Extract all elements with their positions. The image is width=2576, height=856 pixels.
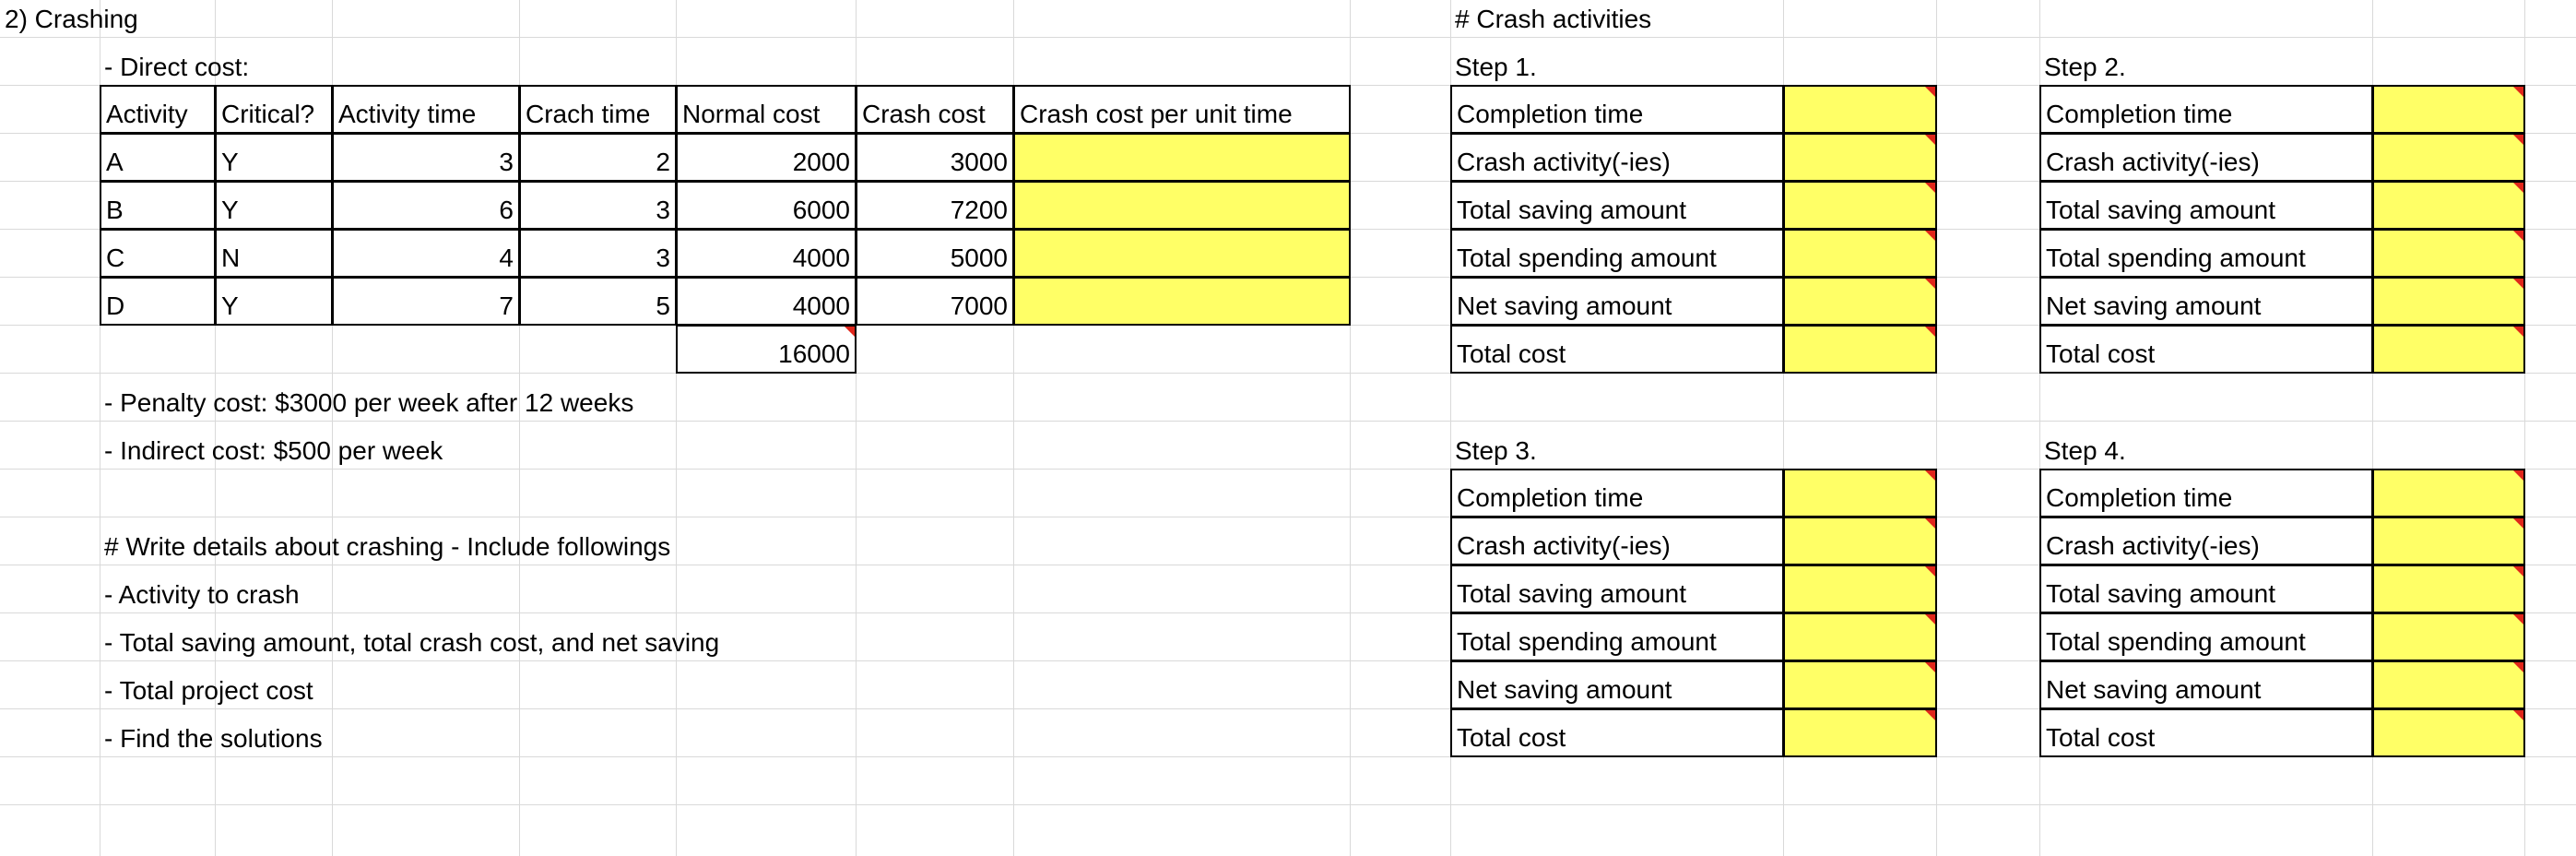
- step-3-label[interactable]: [1450, 565, 1784, 613]
- cell-text: Step 2.: [2044, 53, 2126, 81]
- cell-text: Normal cost: [682, 100, 821, 128]
- comment-indicator-icon: [2513, 135, 2523, 145]
- gridline-horizontal: [0, 804, 2576, 805]
- table-cell[interactable]: [676, 277, 857, 326]
- cell-text: - Find the solutions: [104, 724, 323, 753]
- cell-text: Activity time: [338, 100, 477, 128]
- step-1-label[interactable]: [1450, 277, 1784, 326]
- cell-text: Crash activity(-ies): [2046, 531, 2260, 560]
- step-2-label[interactable]: [2039, 133, 2373, 182]
- table-cell[interactable]: [519, 229, 677, 278]
- cell-text: Total saving amount: [2046, 579, 2276, 608]
- step-1-value-input[interactable]: [1783, 325, 1937, 374]
- cell-text: Critical?: [221, 100, 315, 128]
- table-cell[interactable]: [332, 277, 520, 326]
- step-2-label[interactable]: [2039, 229, 2373, 278]
- penalty-cost-note[interactable]: [100, 373, 856, 421]
- step-1-label[interactable]: [1450, 325, 1784, 374]
- step-1-value-input[interactable]: [1783, 133, 1937, 182]
- cell-text: Activity: [106, 100, 188, 128]
- comment-indicator-icon: [845, 327, 855, 337]
- cell-text: Crash activity(-ies): [2046, 148, 2260, 176]
- cell-text: N: [221, 244, 241, 272]
- step-2-value-input[interactable]: [2372, 229, 2525, 278]
- normal-cost-total[interactable]: [676, 325, 857, 374]
- cell-text: - Activity to crash: [104, 580, 300, 609]
- cell-text: 16000: [778, 339, 850, 368]
- cell-text: Total saving amount: [2046, 196, 2276, 224]
- step-1-label[interactable]: [1450, 85, 1784, 134]
- indirect-cost-note[interactable]: [100, 421, 856, 469]
- table-cell[interactable]: [519, 133, 677, 182]
- cell-text: Total cost: [2046, 339, 2156, 368]
- comment-indicator-icon: [2513, 710, 2523, 720]
- table-cell[interactable]: [332, 229, 520, 278]
- write-details-item[interactable]: [100, 708, 856, 756]
- table-cell[interactable]: [676, 181, 857, 230]
- write-details-item[interactable]: [100, 612, 856, 660]
- table-cell[interactable]: [519, 181, 677, 230]
- cell-text: Net saving amount: [2046, 675, 2262, 704]
- comment-indicator-icon: [1925, 710, 1935, 720]
- step-4-value-input[interactable]: [2372, 517, 2525, 565]
- cell-text: 6: [499, 196, 514, 224]
- table-cell[interactable]: [676, 133, 857, 182]
- write-details-item[interactable]: [100, 565, 856, 612]
- crash-cost-per-unit-input[interactable]: [1013, 181, 1351, 230]
- table-cell[interactable]: [856, 229, 1014, 278]
- comment-indicator-icon: [1925, 518, 1935, 529]
- step-4-value-input[interactable]: [2372, 565, 2525, 613]
- step-3-label[interactable]: [1450, 612, 1784, 661]
- table-cell[interactable]: [100, 277, 216, 326]
- cell-text: Completion time: [2046, 100, 2233, 128]
- header-activity-time[interactable]: [332, 85, 520, 134]
- step-2-value-input[interactable]: [2372, 133, 2525, 182]
- step-2-label[interactable]: [2039, 85, 2373, 134]
- table-cell[interactable]: [519, 277, 677, 326]
- header-normal-cost[interactable]: [676, 85, 857, 134]
- step-2-label[interactable]: [2039, 277, 2373, 326]
- step-2-title[interactable]: [2039, 37, 2372, 85]
- cell-text: Total spending amount: [1457, 627, 1717, 656]
- cell-text: 3000: [950, 148, 1008, 176]
- cell-text: Completion time: [2046, 483, 2233, 512]
- step-2-label[interactable]: [2039, 181, 2373, 230]
- cell-text: 5000: [950, 244, 1008, 272]
- table-cell[interactable]: [215, 181, 333, 230]
- comment-indicator-icon: [2513, 183, 2523, 193]
- cell-text: 3: [656, 244, 670, 272]
- step-2-value-input[interactable]: [2372, 181, 2525, 230]
- comment-indicator-icon: [1925, 183, 1935, 193]
- comment-indicator-icon: [1925, 470, 1935, 481]
- cell-text: 3: [499, 148, 514, 176]
- cell-text: 2: [656, 148, 670, 176]
- step-4-value-input[interactable]: [2372, 708, 2525, 757]
- table-cell[interactable]: [100, 181, 216, 230]
- step-2-value-input[interactable]: [2372, 277, 2525, 326]
- step-3-label[interactable]: [1450, 517, 1784, 565]
- cell-text: Step 1.: [1455, 53, 1537, 81]
- table-cell[interactable]: [856, 181, 1014, 230]
- cell-text: Crash activity(-ies): [1457, 148, 1671, 176]
- step-4-label[interactable]: [2039, 565, 2373, 613]
- cell-text: Y: [221, 148, 239, 176]
- cell-text: Net saving amount: [2046, 291, 2262, 320]
- step-1-label[interactable]: [1450, 181, 1784, 230]
- cell-text: Y: [221, 291, 239, 320]
- step-2-value-input[interactable]: [2372, 85, 2525, 134]
- cell-text: - Total project cost: [104, 676, 313, 705]
- comment-indicator-icon: [2513, 614, 2523, 624]
- comment-indicator-icon: [2513, 327, 2523, 337]
- cell-text: - Penalty cost: $3000 per week after 12 weeks: [104, 388, 634, 417]
- cell-text: 7200: [950, 196, 1008, 224]
- cell-text: Total saving amount: [1457, 579, 1687, 608]
- cell-text: 4000: [792, 291, 850, 320]
- step-2-value-input[interactable]: [2372, 325, 2525, 374]
- cell-text: Completion time: [1457, 100, 1644, 128]
- cell-text: C: [106, 244, 125, 272]
- header-crash-cost[interactable]: [856, 85, 1014, 134]
- table-cell[interactable]: [856, 277, 1014, 326]
- table-cell[interactable]: [215, 277, 333, 326]
- step-1-value-input[interactable]: [1783, 277, 1937, 326]
- step-1-title[interactable]: [1450, 37, 1783, 85]
- crash-cost-per-unit-input[interactable]: [1013, 229, 1351, 278]
- cell-text: Step 3.: [1455, 436, 1537, 465]
- step-3-value-input[interactable]: [1783, 565, 1937, 613]
- header-activity[interactable]: [100, 85, 216, 134]
- step-3-value-input[interactable]: [1783, 708, 1937, 757]
- cell-text: Crach time: [526, 100, 651, 128]
- cell-text: Total cost: [1457, 339, 1566, 368]
- cell-text: # Crash activities: [1455, 5, 1652, 33]
- cell-text: B: [106, 196, 124, 224]
- step-1-label[interactable]: [1450, 229, 1784, 278]
- step-4-value-input[interactable]: [2372, 612, 2525, 661]
- step-4-label[interactable]: [2039, 708, 2373, 757]
- comment-indicator-icon: [1925, 614, 1935, 624]
- step-4-label[interactable]: [2039, 612, 2373, 661]
- cell-text: Total spending amount: [2046, 627, 2306, 656]
- cell-text: # Write details about crashing - Include followings: [104, 532, 671, 561]
- table-cell[interactable]: [332, 133, 520, 182]
- cell-text: 7: [499, 291, 514, 320]
- cell-text: Step 4.: [2044, 436, 2126, 465]
- cell-text: Net saving amount: [1457, 291, 1672, 320]
- header-crash-cost-per-unit-time[interactable]: [1013, 85, 1351, 134]
- step-3-value-input[interactable]: [1783, 469, 1937, 517]
- table-cell[interactable]: [100, 133, 216, 182]
- header-crach-time[interactable]: [519, 85, 677, 134]
- cell-text: 3: [656, 196, 670, 224]
- cell-text: D: [106, 291, 125, 320]
- cell-text: Total cost: [1457, 723, 1566, 752]
- write-details-item[interactable]: [100, 660, 856, 708]
- table-cell[interactable]: [332, 181, 520, 230]
- crash-cost-per-unit-input[interactable]: [1013, 277, 1351, 326]
- cell-text: Crash activity(-ies): [1457, 531, 1671, 560]
- comment-indicator-icon: [2513, 518, 2523, 529]
- table-cell[interactable]: [856, 133, 1014, 182]
- sheet-title[interactable]: [0, 0, 215, 37]
- cell-text: Crash cost: [862, 100, 986, 128]
- step-4-value-input[interactable]: [2372, 660, 2525, 709]
- step-3-value-input[interactable]: [1783, 612, 1937, 661]
- step-3-value-input[interactable]: [1783, 517, 1937, 565]
- step-3-label[interactable]: [1450, 708, 1784, 757]
- cell-text: 5: [656, 291, 670, 320]
- header-critical[interactable]: [215, 85, 333, 134]
- cell-text: - Direct cost:: [104, 53, 250, 81]
- comment-indicator-icon: [2513, 470, 2523, 481]
- step-4-label[interactable]: [2039, 469, 2373, 517]
- table-cell[interactable]: [100, 229, 216, 278]
- cell-text: Total spending amount: [2046, 244, 2306, 272]
- step-2-label[interactable]: [2039, 325, 2373, 374]
- comment-indicator-icon: [1925, 566, 1935, 577]
- step-3-label[interactable]: [1450, 660, 1784, 709]
- cell-text: 2000: [792, 148, 850, 176]
- direct-cost-label[interactable]: [100, 37, 519, 85]
- comment-indicator-icon: [1925, 279, 1935, 289]
- comment-indicator-icon: [1925, 231, 1935, 241]
- step-1-value-input[interactable]: [1783, 85, 1937, 134]
- cell-text: - Indirect cost: $500 per week: [104, 436, 443, 465]
- cell-text: A: [106, 148, 124, 176]
- comment-indicator-icon: [1925, 135, 1935, 145]
- cell-text: Y: [221, 196, 239, 224]
- cell-text: 4000: [792, 244, 850, 272]
- step-3-title[interactable]: [1450, 421, 1783, 469]
- cell-text: Crash cost per unit time: [1020, 100, 1293, 128]
- step-4-label[interactable]: [2039, 660, 2373, 709]
- comment-indicator-icon: [2513, 662, 2523, 672]
- step-1-value-input[interactable]: [1783, 229, 1937, 278]
- step-4-label[interactable]: [2039, 517, 2373, 565]
- table-cell[interactable]: [215, 133, 333, 182]
- cell-text: 4: [499, 244, 514, 272]
- crash-cost-per-unit-input[interactable]: [1013, 133, 1351, 182]
- cell-text: Total spending amount: [1457, 244, 1717, 272]
- comment-indicator-icon: [2513, 231, 2523, 241]
- step-1-value-input[interactable]: [1783, 181, 1937, 230]
- step-1-label[interactable]: [1450, 133, 1784, 182]
- comment-indicator-icon: [2513, 87, 2523, 97]
- cell-text: Total saving amount: [1457, 196, 1687, 224]
- comment-indicator-icon: [1925, 87, 1935, 97]
- step-4-value-input[interactable]: [2372, 469, 2525, 517]
- comment-indicator-icon: [1925, 327, 1935, 337]
- cell-text: Completion time: [1457, 483, 1644, 512]
- table-cell[interactable]: [215, 229, 333, 278]
- comment-indicator-icon: [1925, 662, 1935, 672]
- step-4-title[interactable]: [2039, 421, 2372, 469]
- cell-text: 6000: [792, 196, 850, 224]
- cell-text: 2) Crashing: [5, 5, 138, 33]
- cell-text: 7000: [950, 291, 1008, 320]
- step-3-value-input[interactable]: [1783, 660, 1937, 709]
- write-details-heading[interactable]: [100, 517, 856, 565]
- cell-text: Total cost: [2046, 723, 2156, 752]
- cell-text: Net saving amount: [1457, 675, 1672, 704]
- crash-activities-heading[interactable]: [1450, 0, 1936, 37]
- comment-indicator-icon: [2513, 566, 2523, 577]
- comment-indicator-icon: [2513, 279, 2523, 289]
- step-3-label[interactable]: [1450, 469, 1784, 517]
- table-cell[interactable]: [676, 229, 857, 278]
- cell-text: - Total saving amount, total crash cost, and net saving: [104, 628, 720, 657]
